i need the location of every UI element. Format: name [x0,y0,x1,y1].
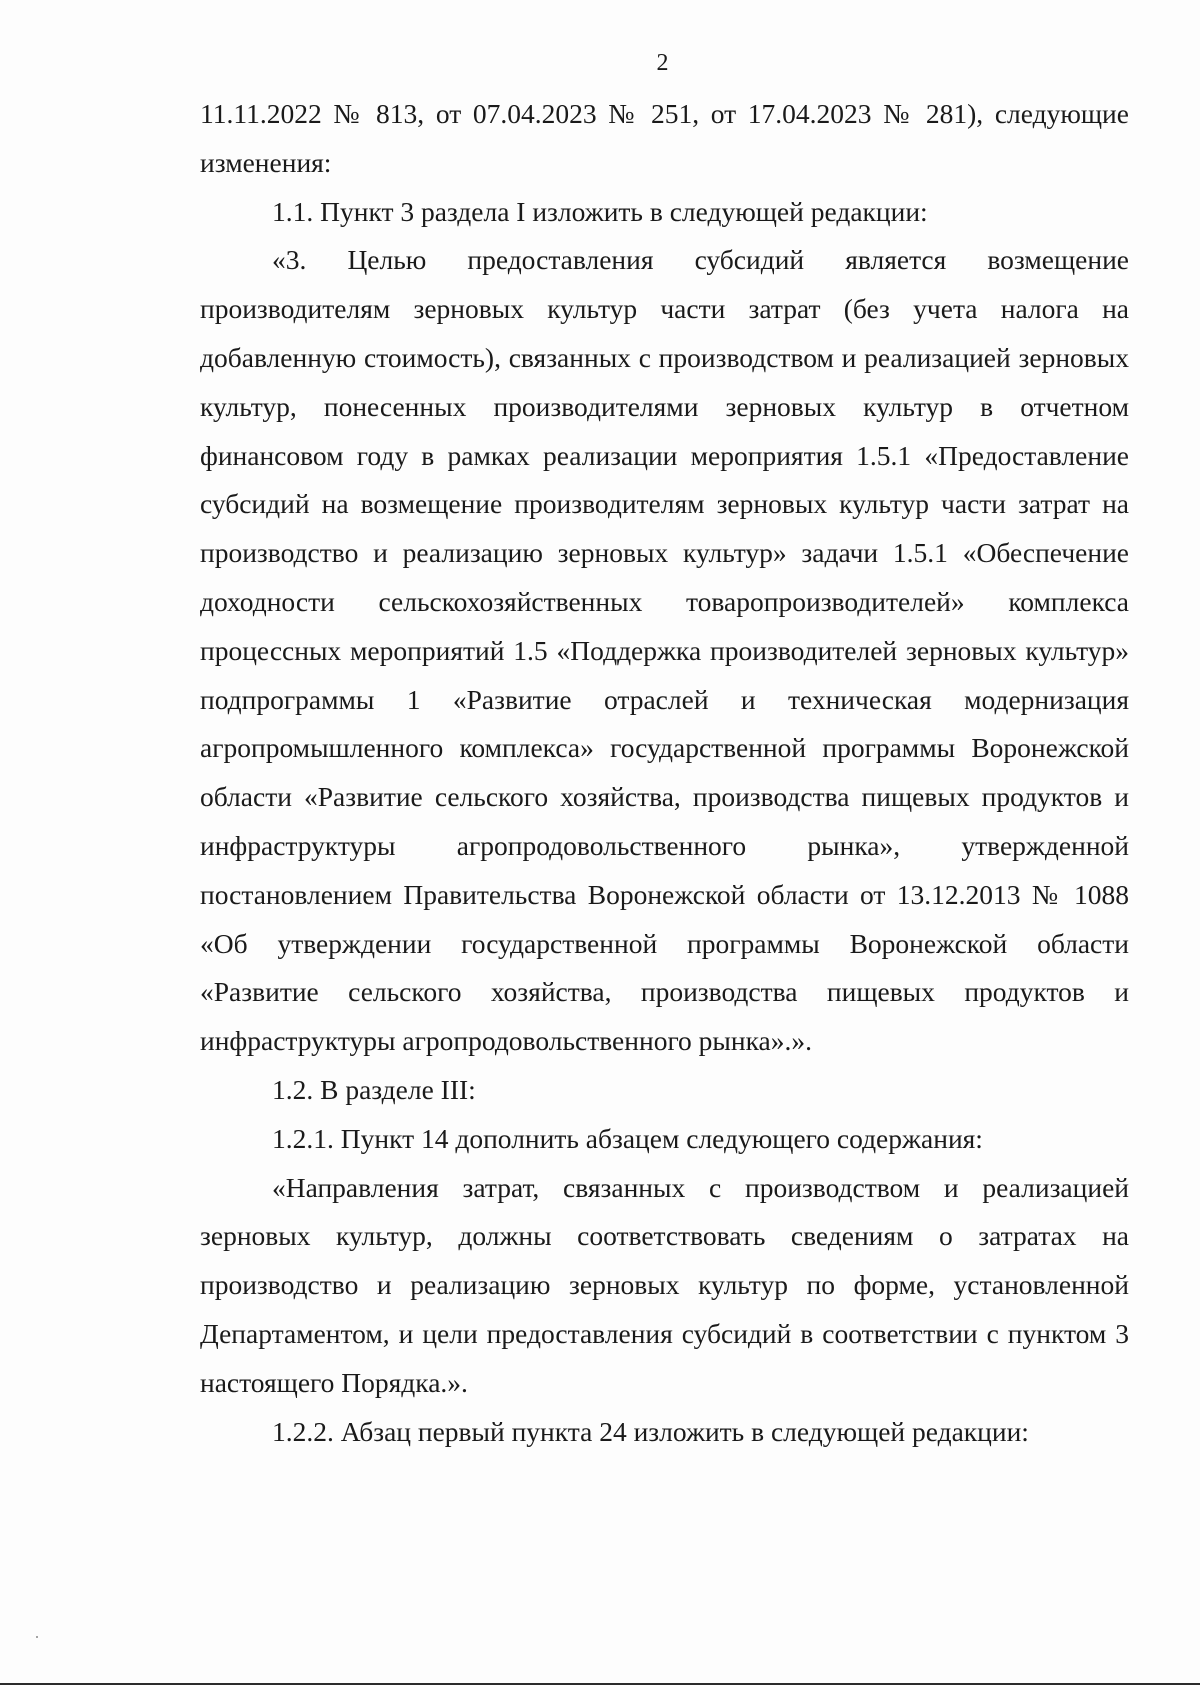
paragraph-quote-directions: «Направления затрат, связанных с производством и реализацией зерновых культур, должны соответствовать сведениям о затратах на производство и реализацию зерновых культур по форме, установленной Департаментом, и цели предоставления субсидий в соответствии с пунктом 3 настоящего Порядка.». [200,1171,1129,1398]
scan-speck [36,1636,38,1638]
page-number: 2 [656,50,669,76]
paragraph-item-1-2-2: 1.2.2. Абзац первый пункта 24 изложить в следующей редакции: [272,1415,1029,1447]
paragraph-amendment-list: 11.11.2022 № 813, от 07.04.2023 № 251, от 17.04.2023 № 281), следующие изменения: [200,98,1129,178]
paragraph-item-3-text: «3. Целью предоставления субсидий является возмещение производителям зерновых культур части затрат (без учета налога на добавленную стоимость), связанных с производством и реализацией зерновых культур, понесенных производителями зерновых культур в отчетном финансовом году в рамках реализации мероприятия 1.5.1 «Предоставление субсидий на возмещение производителям зерновых культур части затрат на производство и реализацию зерновых культур» задачи 1.5.1 «Обеспечение доходности сельскохозяйственных товаропроизводителей» комплекса процессных мероприятий 1.5 «Поддержка производителей зерновых культур» подпрограммы 1 «Развитие отраслей и техническая модернизация агропромышленного комплекса» государственной программы Воронежской области «Развитие сельского хозяйства, производства пищевых продуктов и инфраструктуры агропродовольственного рынка», утвержденной постановлением Правительства Воронежской области от 13.12.2013 № 1088 «Об утверждении государственной программы Воронежской области «Развитие сельского хозяйства, производства пищевых продуктов и инфраструктуры агропродовольственного рынка».». [200,244,1129,1057]
scan-bottom-edge [0,1683,1200,1685]
document-body [200,90,1129,1456]
paragraph-item-1-2: 1.2. В разделе III: [272,1073,476,1105]
paragraph-item-1-2-1: 1.2.1. Пункт 14 дополнить абзацем следующего содержания: [272,1122,983,1154]
paragraph-item-1-1: 1.1. Пункт 3 раздела I изложить в следующей редакции: [272,195,928,227]
